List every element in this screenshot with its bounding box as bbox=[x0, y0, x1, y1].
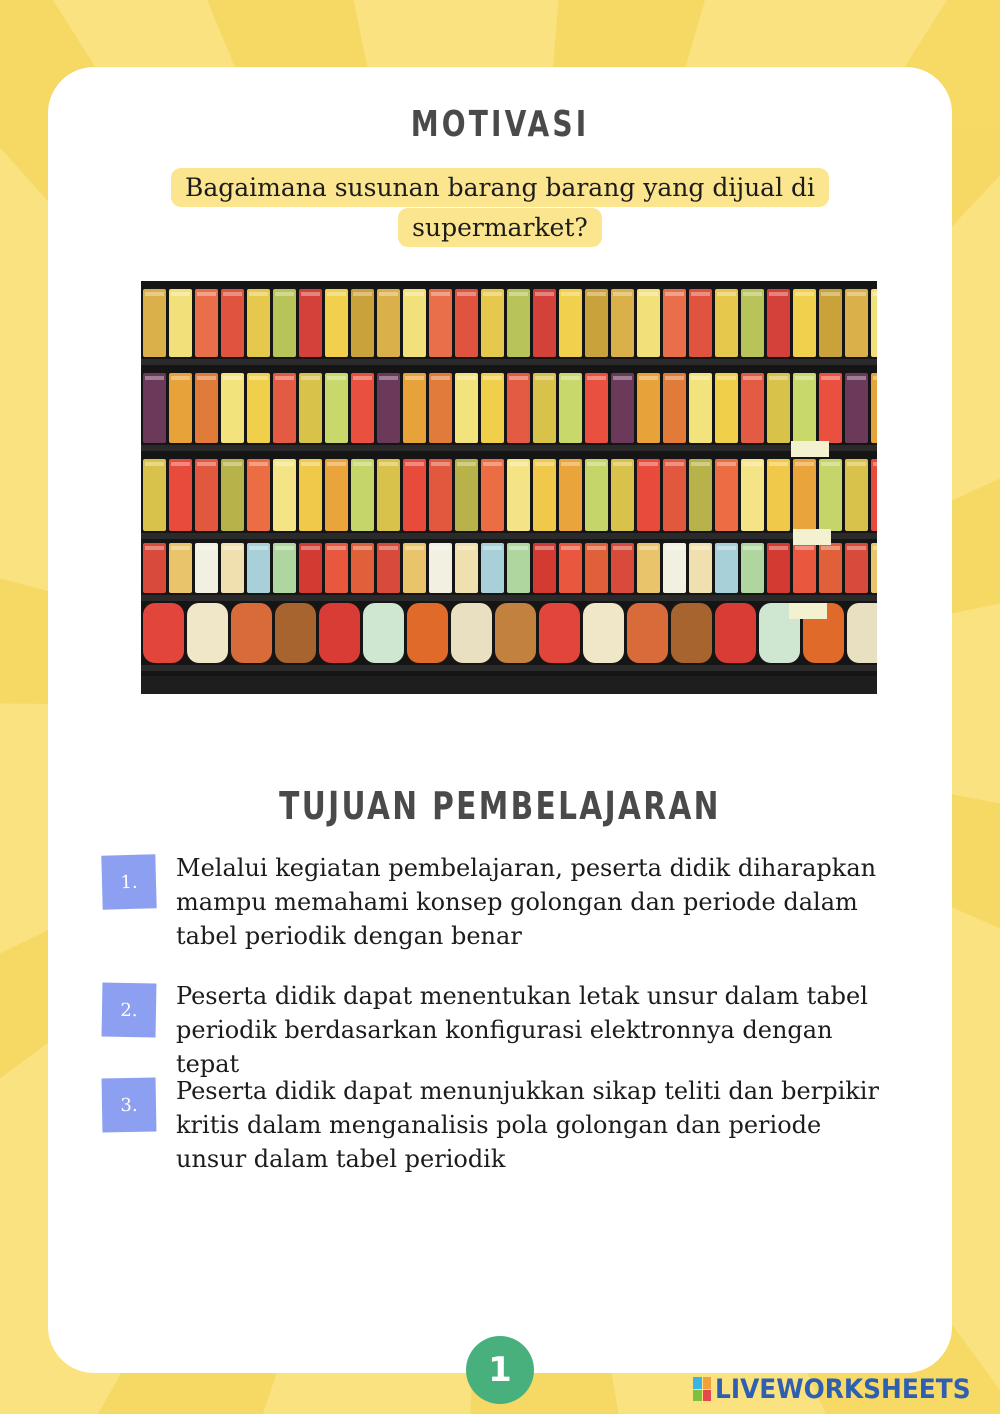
page-number-badge: 1 bbox=[466, 1336, 534, 1404]
objective-number-badge: 3. bbox=[102, 1078, 157, 1133]
liveworksheets-brand bbox=[693, 1374, 993, 1404]
motivation-title: MOTIVASI bbox=[410, 104, 590, 145]
motivation-question: Bagaimana susunan barang barang yang dijual di supermarket? bbox=[171, 168, 829, 247]
objective-text: Melalui kegiatan pembelajaran, peserta didik diharapkan mampu memahami konsep golongan dan periode dalam tabel periodik dengan benar bbox=[176, 854, 877, 950]
objective-text: Peserta didik dapat menunjukkan sikap teliti dan berpikir kritis dalam menganalisis pola golongan dan periode unsur dalam tabel periodik bbox=[176, 1077, 879, 1173]
objective-text: Peserta didik dapat menentukan letak unsur dalam tabel periodik berdasarkan konfigurasi elektronnya dengan tepat bbox=[176, 982, 868, 1078]
objective-number-badge: 2. bbox=[102, 983, 157, 1038]
learning-objectives-title: TUJUAN PEMBELAJARAN bbox=[279, 784, 721, 828]
motivation-question-wrap bbox=[0, 168, 1000, 248]
objective-number-badge: 1. bbox=[101, 854, 156, 909]
supermarket-shelves-photo bbox=[141, 281, 877, 694]
worksheet-card bbox=[48, 67, 952, 1373]
liveworksheets-logo-icon bbox=[693, 1377, 711, 1401]
brand-name: LIVEWORKSHEETS bbox=[715, 1373, 971, 1405]
